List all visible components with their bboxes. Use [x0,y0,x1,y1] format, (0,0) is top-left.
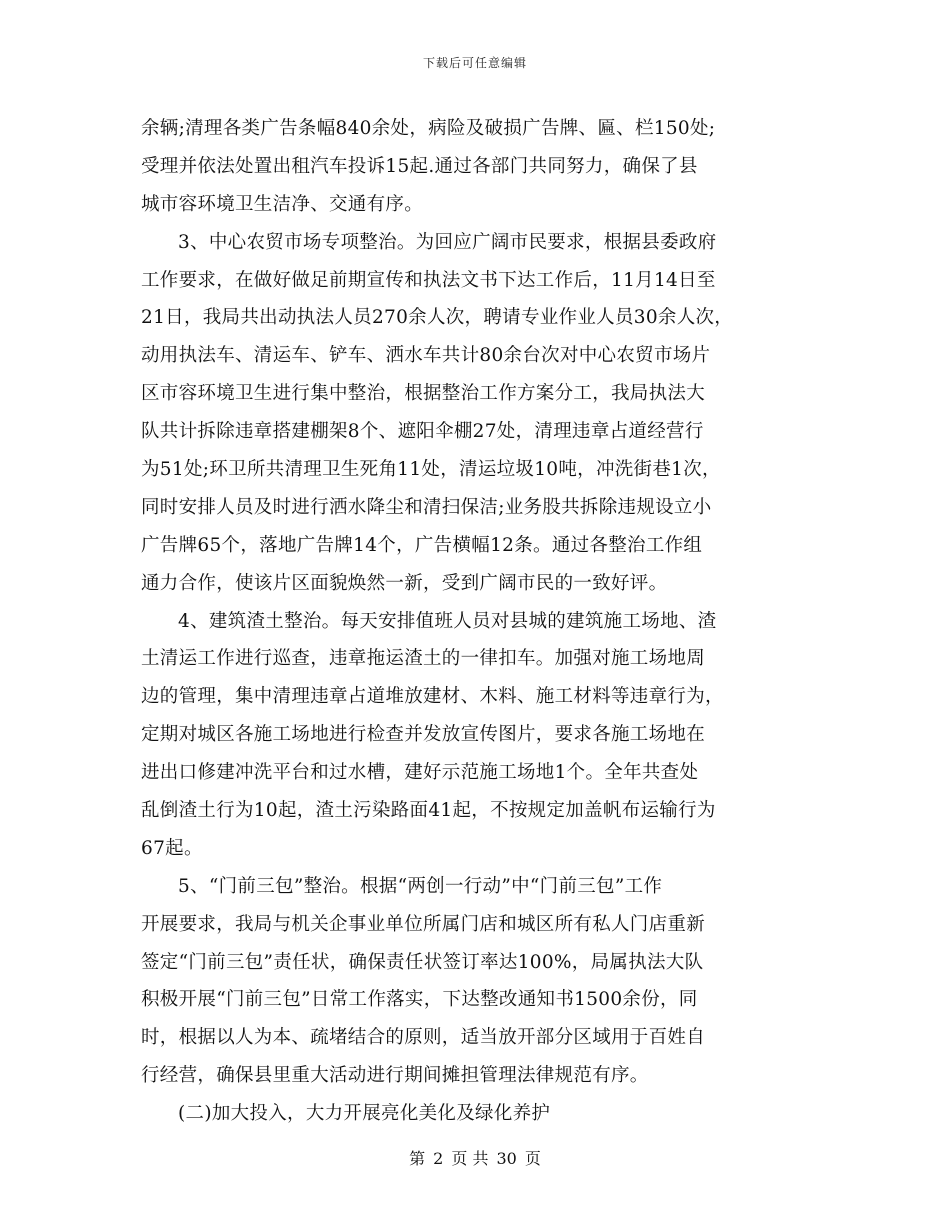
footer-prefix: 第 [409,1149,426,1168]
text-line: 定期对城区各施工场地进行检查并发放宣传图片，要求各施工场地在 [141,724,706,746]
text-line: (二)加大投入，大力开展亮化美化及绿化养护 [178,1103,551,1125]
text-line: 余辆;清理各类广告条幅840余处，病险及破损广告牌、匾、栏150处; [141,118,716,139]
text-line: 3、中心农贸市场专项整治。为回应广阔市民要求，根据县委政府 [178,231,717,253]
text-line: 21日，我局共出动执法人员270余人次，聘请专业作业人员30余人次， [141,307,734,329]
text-line: 积极开展“门前三包”日常工作落实，下达整改通知书1500余份，同 [141,989,698,1011]
page-header: 下载后可任意编辑 [422,56,527,70]
text-line: 5、“门前三包”整治。根据“两创一行动”中“门前三包”工作 [178,875,663,897]
footer-suffix: 页 [524,1149,541,1168]
text-line: 边的管理，集中清理违章占道堆放建材、木料、施工材料等违章行为， [141,686,724,708]
text-line: 为51处;环卫所共清理卫生死角11处，清运垃圾10吨，冲洗街巷1次， [141,459,721,481]
footer-page-number: 2 [433,1149,444,1168]
text-line: 签定“门前三包”责任状，确保责任状签订率达100%，局属执法大队 [141,951,704,973]
text-line: 行经营，确保县里重大活动进行期间摊担管理法律规范有序。 [141,1065,649,1087]
text-line: 开展要求，我局与机关企事业单位所属门店和城区所有私人门店重新 [141,913,706,935]
text-line: 队共计拆除违章搭建棚架8个、遮阳伞棚27处，清理违章占道经营行 [141,421,704,443]
text-line: 通力合作，使该片区面貌焕然一新，受到广阔市民的一致好评。 [141,572,668,594]
footer-mid: 页 共 [451,1149,489,1168]
text-line: 67起。 [141,837,203,859]
text-line: 城市容环境卫生洁净、交通有序。 [141,193,424,215]
document-body [141,110,821,1133]
page-footer [0,1146,950,1169]
text-line: 动用执法车、清运车、铲车、洒水车共计80余台次对中心农贸市场片 [141,345,711,367]
text-line: 4、建筑渣土整治。每天安排值班人员对县城的建筑施工场地、渣 [178,610,717,632]
footer-total-pages: 30 [496,1149,517,1168]
text-line: 同时安排人员及时进行洒水降尘和清扫保洁;业务股共拆除违规设立小 [141,496,712,518]
text-line: 时，根据以人为本、疏堵结合的原则，适当放开部分区域用于百姓自 [141,1027,706,1049]
text-line: 乱倒渣土行为10起，渣土污染路面41起，不按规定加盖帆布运输行为 [141,800,716,822]
text-line: 土清运工作进行巡查，违章拖运渣土的一律扣车。加强对施工场地周 [141,648,706,670]
text-line: 工作要求，在做好做足前期宣传和执法文书下达工作后，11月14日至 [141,269,716,291]
text-line: 进出口修建冲洗平台和过水槽，建好示范施工场地1个。全年共查处 [141,762,699,784]
text-line: 广告牌65个，落地广告牌14个，广告横幅12条。通过各整治工作组 [141,534,703,556]
text-line: 受理并依法处置出租汽车投诉15起.通过各部门共同努力，确保了县 [141,155,698,177]
text-line: 区市容环境卫生进行集中整治，根据整治工作方案分工，我局执法大 [141,383,706,405]
